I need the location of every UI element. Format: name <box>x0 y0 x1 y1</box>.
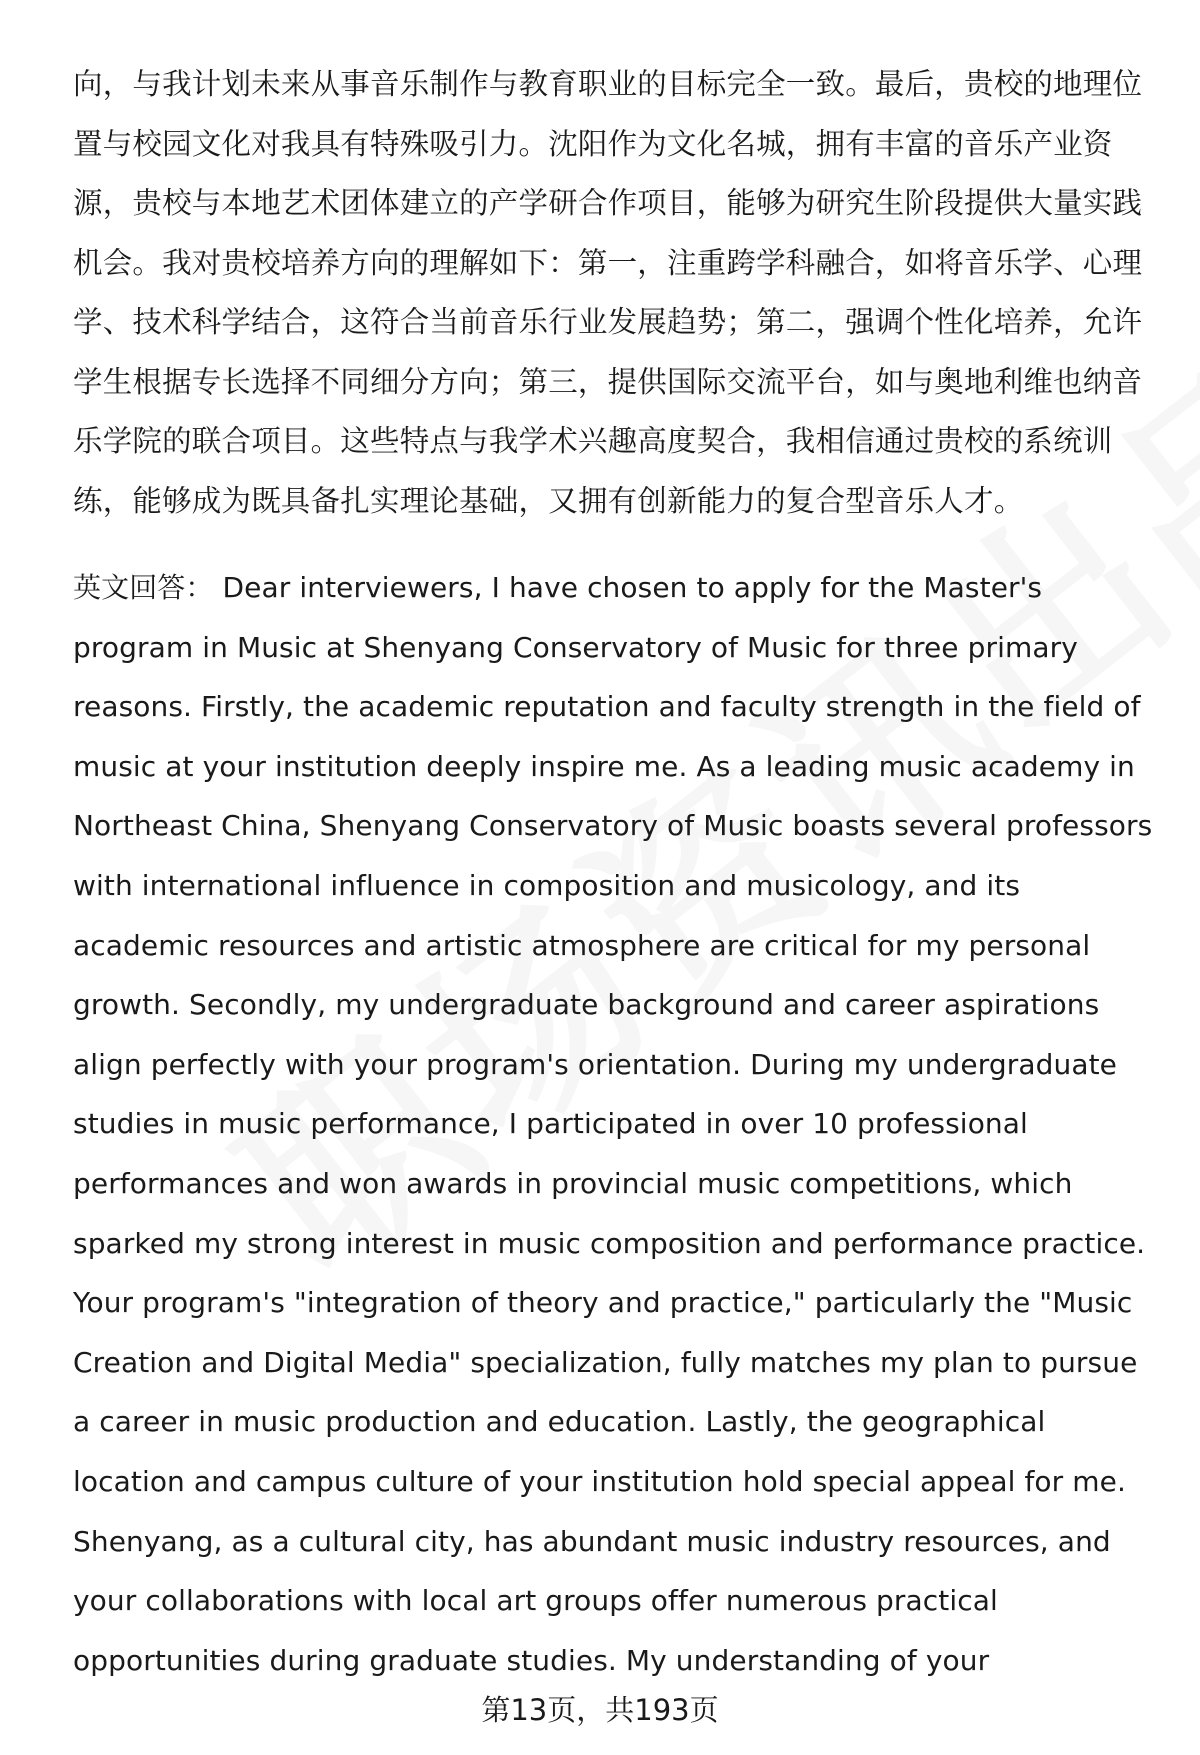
text-line: 置与校园文化对我具有特殊吸引力。沈阳作为文化名城，拥有丰富的音乐产业资 <box>73 126 1113 161</box>
english-answer-paragraph <box>73 558 1173 1690</box>
text-line: your collaborations with local art groups offer numerous practical <box>73 1584 998 1618</box>
text-line: a career in music production and education. Lastly, the geographical <box>73 1405 1046 1439</box>
text-line: 向，与我计划未来从事音乐制作与教育职业的目标完全一致。最后，贵校的地理位 <box>73 67 1143 101</box>
text-line: 练，能够成为既具备扎实理论基础，又拥有创新能力的复合型音乐人才。 <box>73 483 1024 518</box>
text-line: 乐学院的联合项目。这些特点与我学术兴趣高度契合，我相信通过贵校的系统训 <box>73 424 1113 458</box>
text-line: 英文回答： Dear interviewers, I have chosen to apply for the Master's <box>73 571 1043 604</box>
text-line: 源，贵校与本地艺术团体建立的产学研合作项目，能够为研究生阶段提供大量实践 <box>73 186 1143 220</box>
text-line: align perfectly with your program's orientation. During my undergraduate <box>73 1047 1117 1081</box>
text-line: studies in music performance, I participated in over 10 professional <box>73 1107 1028 1141</box>
text-line: growth. Secondly, my undergraduate background and career aspirations <box>73 988 1100 1022</box>
text-line: with international influence in composition and musicology, and its <box>73 868 1021 902</box>
text-line: 学、技术科学结合，这符合当前音乐行业发展趋势；第二，强调个性化培养，允许 <box>73 305 1143 339</box>
text-line: music at your institution deeply inspire me. As a leading music academy in <box>73 749 1135 783</box>
text-line: opportunities during graduate studies. My understanding of your <box>73 1643 990 1677</box>
text-line: Your program's "integration of theory and practice," particularly the "Music <box>73 1286 1133 1320</box>
text-line: Northeast China, Shenyang Conservatory of Music boasts several professors <box>73 809 1153 843</box>
text-line: academic resources and artistic atmosphere are critical for my personal <box>73 928 1091 962</box>
text-line: performances and won awards in provincial music competitions, which <box>73 1166 1073 1200</box>
page-number-footer: 第13页，共193页 <box>481 1693 719 1727</box>
text-line: 机会。我对贵校培养方向的理解如下：第一，注重跨学科融合，如将音乐学、心理 <box>73 245 1143 280</box>
text-line: 学生根据专长选择不同细分方向；第三，提供国际交流平台，如与奥地利维也纳音 <box>73 364 1143 399</box>
text-line: Shenyang, as a cultural city, has abundant music industry resources, and <box>73 1524 1111 1558</box>
text-line: program in Music at Shenyang Conservatory of Music for three primary <box>73 630 1078 664</box>
text-line: Creation and Digital Media" specialization, fully matches my plan to pursue <box>73 1345 1138 1379</box>
text-line: reasons. Firstly, the academic reputation and faculty strength in the field of <box>73 690 1141 724</box>
text-line: sparked my strong interest in music composition and performance practice. <box>73 1226 1146 1260</box>
text-line: location and campus culture of your institution hold special appeal for me. <box>73 1464 1126 1498</box>
chinese-answer-paragraph <box>73 55 1163 531</box>
